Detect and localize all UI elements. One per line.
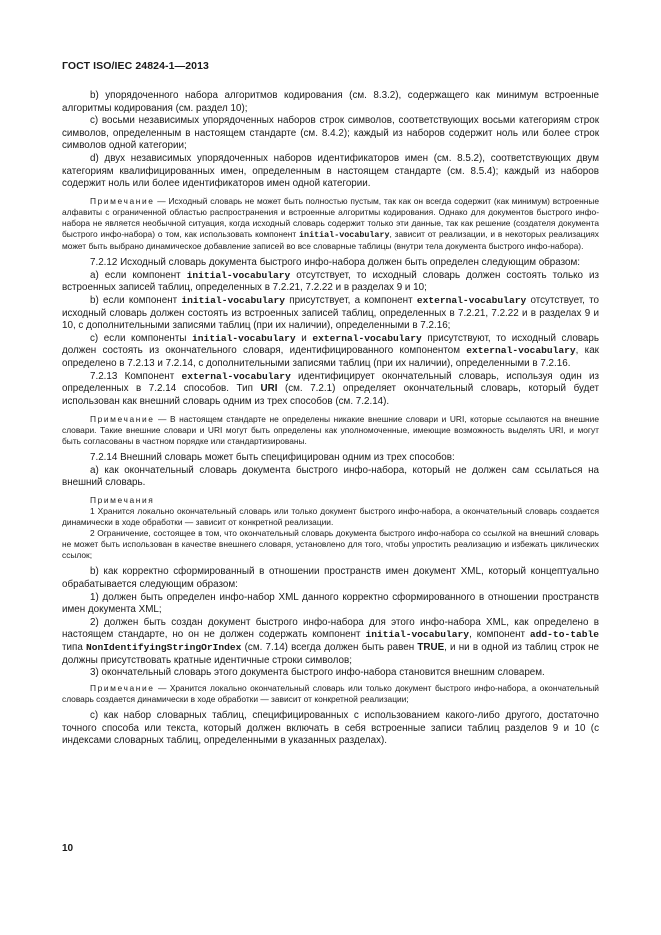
- section-7-2-12-b: b) если компонент initial-vocabulary присутствует, а компонент external-vocabulary отсутствует, то исходный словарь должен состоять из встроенных записей таблиц, определенных в 7.2.21, 7.2.22 и в разделах 9 и 10, с дополнительными записями таблиц (при их наличии), определенными в 7.2.16;: [62, 295, 599, 332]
- section-7-2-14-intro: 7.2.14 Внешний словарь может быть специфицирован одним из трех способов:: [90, 452, 455, 464]
- note-3-1: 1 Хранится локально окончательный словарь или только документ быстрого инфо-набора, а окончательный словарь создается динамически в ходе обработки — зависит от конкретной реализации.: [62, 506, 599, 528]
- code-term: initial-vocabulary: [181, 295, 286, 307]
- note-3-2: 2 Ограничение, состоящее в том, что окончательный словарь документа быстрого инфо-набора со ссылкой на внешний словарь не может быть использован в качестве внешнего словаря, установлено для того, чтобы упростить реализацию и избежать циклических ссылок;: [62, 528, 599, 560]
- item-b: b) упорядоченного набора алгоритмов кодирования (см. 8.3.2), содержащего как минимум встроенные алгоритмы кодирования (см. раздел 10);: [62, 90, 599, 114]
- code-term: external-vocabulary: [416, 295, 527, 307]
- section-7-2-14-b-1: 1) должен быть определен инфо-набор XML данного корректно сформированного в отношении пространств имен документа XML;: [62, 591, 599, 616]
- code-term: initial-vocabulary: [186, 269, 291, 281]
- code-term: external-vocabulary: [312, 332, 422, 344]
- section-7-2-14-a: a) как окончательный словарь документа быстрого инфо-набора, который не должен сам ссылаться на внешний словарь.: [62, 464, 599, 489]
- item-d: d) двух независимых упорядоченных наборов идентификаторов имен (см. 8.5.2), соответствующих двум категориям квалифицированных имен, определенным в настоящем стандарте (см. 8.5.4); каждый из наборов содержит ноль или более идентификаторов имен одной категории.: [62, 152, 599, 190]
- section-7-2-14-b-3: 3) окончательный словарь этого документа быстрого инфо-набора становится внешним словарем.: [90, 667, 545, 679]
- item-c: c) восьми независимых упорядоченных наборов строк символов, соответствующих восьми категориям строк символов, определенным в настоящем стандарте (см. 8.4.2); каждый из наборов содержит ноль или более строк символов одной категории;: [62, 115, 599, 152]
- section-7-2-12-a: a) если компонент initial-vocabulary отсутствует, то исходный словарь должен состоять только из встроенных записей таблиц, определенных в 7.2.21, 7.2.22 и в разделах 9 и 10;: [62, 269, 599, 294]
- document-header: ГОСТ ISO/IEC 24824-1—2013: [62, 60, 209, 72]
- page-number: 10: [62, 843, 74, 854]
- section-7-2-14-b: b) как корректно сформированный в отношении пространств имен документ XML, который концептуально обрабатывается следующим образом:: [62, 566, 599, 590]
- section-7-2-14-c: c) как набор словарных таблиц, специфицированных с использованием какого-либо другого, достаточно точного способа или текста, который должен включать в себя встроенные записи таблиц разделов 9 и 10 (с индексами словарных таблиц, определенными в указанных разделах).: [62, 710, 599, 747]
- note-label: Примечание: [90, 682, 155, 693]
- section-7-2-13: 7.2.13 Компонент external-vocabulary идентифицирует окончательный словарь, используя один из определенных в 7.2.14 способов. Тип URI (см. 7.2.1) определяет окончательный словарь, который будет использован как внешний словарь одним из трех способов (см. 7.2.14).: [62, 370, 599, 407]
- note-2: Примечание — В настоящем стандарте не определены никакие внешние словари и URI, которые ссылаются на внешние словари. Такие внешние словари и URI могут быть определены как уполномоченные, имеющие возможность выделять URI, и могут быть согласованы в частном порядке или стандартизированы.: [62, 413, 599, 446]
- notes-label: Примечания: [90, 495, 155, 506]
- note-4: Примечание — Хранится локально окончательный словарь или только документ быстрого инфо-набора, а окончательный словарь создается динамически в ходе обработки — зависит от конкретной реализации;: [62, 682, 599, 704]
- note-label: Примечание: [90, 196, 155, 207]
- section-7-2-14-b-2: 2) должен быть создан документ быстрого инфо-набора для этого инфо-набора XML, как определено в настоящем стандарте, но он не должен содержать компонент initial-vocabulary, компонент add-to-table типа NonIdentifyingStringOrIndex (см. 7.14) всегда должен быть равен TRUE, и ни в одной из таблиц строк не должны присутствовать кратные идентичные строки символов;: [62, 616, 599, 666]
- code-term: NonIdentifyingStringOrIndex: [86, 641, 242, 653]
- code-term: add-to-table: [529, 629, 599, 641]
- section-7-2-12-c: c) если компоненты initial-vocabulary и external-vocabulary присутствуют, то исходный словарь должен состоять из окончательного словаря, идентифицированного компонентом external-vocabulary, как определено в 7.2.13 и 7.2.14, с дополнительными записями таблиц (при их наличии), определенными в 7.2.16.: [62, 332, 600, 370]
- code-term: initial-vocabulary: [365, 629, 470, 641]
- code-term: external-vocabulary: [466, 345, 576, 357]
- note-1: Примечание — Исходный словарь не может быть полностью пустым, так как он всегда содержит (как минимум) встроенные алфавиты с ограниченной областью распространения и встроенные алгоритмы кодирования. Однако для документов быстрого инфо-набора не является необычной ситуация, когда исходный словарь содержит только эти данные, так как решение (создателя документа быстрого инфо-набора) о том, как использовать компонент initial-vocabulary, зависит от реализации, и в некоторых реализациях может быть выбрано динамическое добавление записей во все словарные таблицы (внутри тела документа быстрого инфо-набора).: [62, 196, 599, 251]
- note-label: Примечание: [90, 413, 155, 424]
- code-term: external-vocabulary: [181, 370, 291, 382]
- code-term: initial-vocabulary: [192, 332, 296, 344]
- section-7-2-12-intro: 7.2.12 Исходный словарь документа быстрого инфо-набора должен быть определен следующим образом:: [90, 257, 581, 269]
- code-term: initial-vocabulary: [299, 229, 390, 240]
- page-content: [62, 90, 599, 748]
